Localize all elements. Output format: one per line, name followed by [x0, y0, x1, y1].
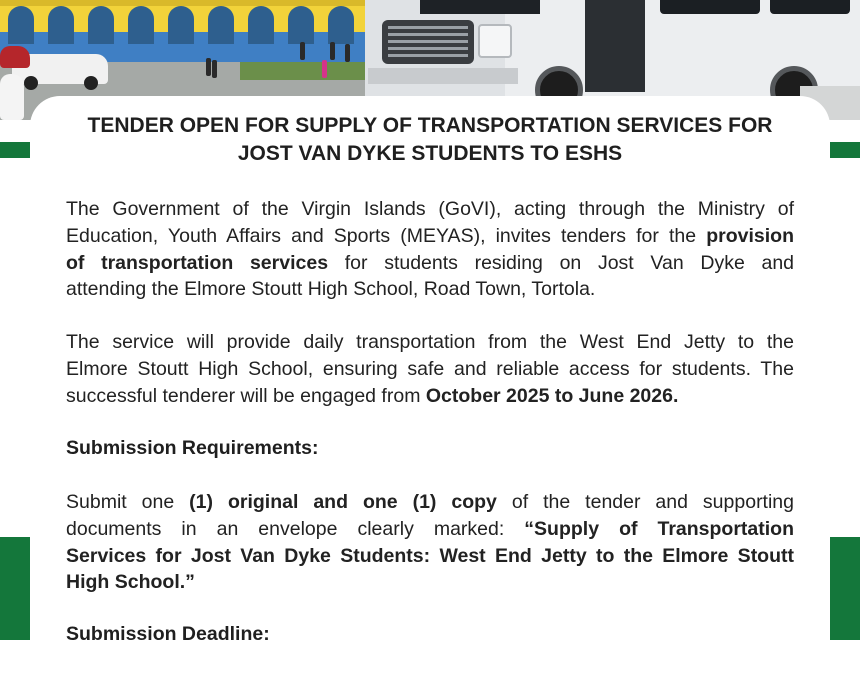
green-bar-right-bottom — [830, 537, 860, 640]
intro-paragraph: The Government of the Virgin Islands (GoVI), acting through the Ministry of Education, Youth Affairs and Sports (MEYAS), invites tenders for the provision of transportation services for students residing on Jost Van Dyke and attending the Elmore Stoutt High School, Road Town, Tortola. — [66, 198, 795, 301]
green-bar-left-bottom — [0, 537, 30, 640]
school-building — [0, 0, 380, 62]
submission-deadline-heading: Submission Deadline: — [66, 623, 270, 645]
service-paragraph: The service will provide daily transportation from the West End Jetty to the Elmore Stoutt High School, ensuring safe and reliable access for students. The successful tenderer will be engaged from October 2025 to June 2026. — [66, 331, 794, 407]
requirements-paragraph: Submit one (1) original and one (1) copy of the tender and supporting documents in an envelope clearly marked: “Supply of Transportation Services for Jost Van Dyke Students: West End Jetty to the Elmore Stoutt High School.” — [66, 491, 794, 594]
green-bar-right-top — [830, 142, 860, 158]
green-bar-left-top — [0, 142, 30, 158]
submission-requirements-heading: Submission Requirements: — [66, 437, 319, 459]
notice-title: TENDER OPEN FOR SUPPLY OF TRANSPORTATION SERVICES FOR JOST VAN DYKE STUDENTS TO ESHS — [87, 114, 773, 165]
